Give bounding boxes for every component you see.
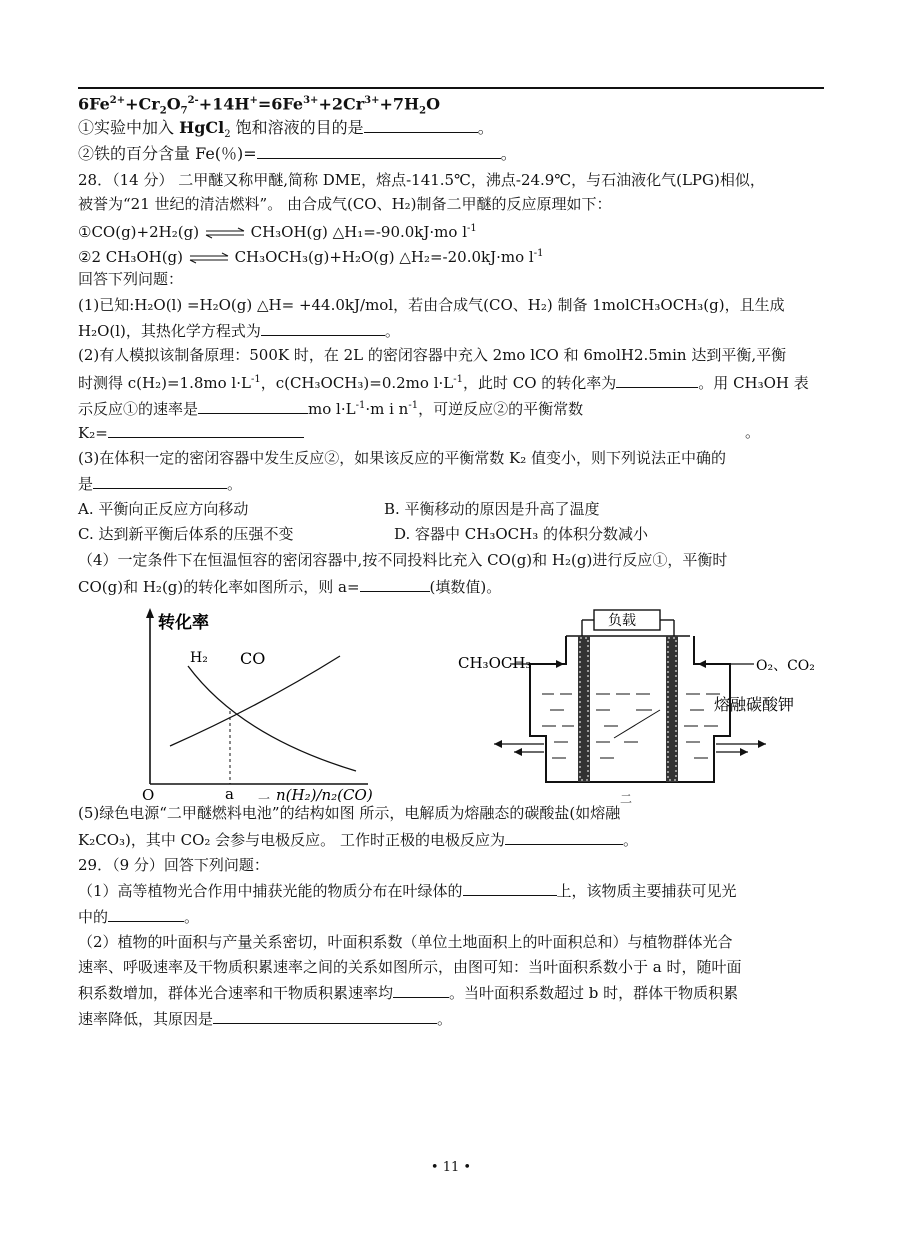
h2-label: H₂ xyxy=(190,650,208,666)
q29-p2-line3: 积系数增加，群体光合速率和干物质积累速率均 。当叶面积系数超过 b 时，群体干物质积累 xyxy=(78,984,739,1002)
page-number: • 11 • xyxy=(430,1160,472,1175)
option-d: D. 容器中 CH₃OCH₃ 的体积分数减小 xyxy=(394,525,649,543)
q28-intro-line1: 28．（14 分） 二甲醚又称甲醚,简称 DME，熔点-141.5℃，沸点-24.9℃，与石油液化气(LPG)相似， xyxy=(78,171,765,189)
answer-blank[interactable] xyxy=(108,423,304,438)
q28-intro-line2: 被誉为“21 世纪的清洁燃料”。 由合成气(CO、H₂)制备二甲醚的反应原理如下： xyxy=(78,195,612,213)
answer-blank[interactable] xyxy=(364,118,478,133)
option-c: C. 达到新平衡后体系的压强不变 xyxy=(78,525,294,543)
question-hgcl2: ①实验中加入 HgCl$_2$ 饱和溶液的目的是 。 xyxy=(78,118,494,141)
top-rule xyxy=(78,87,824,89)
chart-ylabel: 转化率 xyxy=(158,613,209,633)
reaction-2: ②2 CH₃OH(g) CH₃OCH₃(g)+H₂O(g) △H₂=-20.0kJ·mo $l^{-1}$ xyxy=(78,248,544,266)
answer-blank[interactable] xyxy=(213,1009,437,1024)
answer-blank[interactable] xyxy=(505,830,623,845)
q29-p2-line2: 速率、呼吸速率及干物质积累速率之间的关系如图所示，由图可知：当叶面积系数小于 a 时，随叶面 xyxy=(78,958,742,976)
electrolyte-label: 熔融碳酸钾 xyxy=(714,695,795,714)
answer-blank[interactable] xyxy=(261,321,385,336)
conversion-rate-chart xyxy=(130,606,430,802)
h2-curve xyxy=(188,666,356,771)
q29-title: 29．（9 分）回答下列问题： xyxy=(78,856,269,874)
q28-p2-line1: (2)有人模拟该制备原理：500K 时，在 2L 的密闭容器中充入 2mo lCO 和 6molH2.5min 达到平衡,平衡 xyxy=(78,346,787,364)
q28-p3-line2: 是 。 xyxy=(78,475,243,493)
q28-p5-line2: K₂CO₃)，其中 CO₂ 会参与电极反应。 工作时正极的电极反应为 。 xyxy=(78,831,638,849)
equilibrium-arrow-icon xyxy=(204,227,246,239)
q29-p1-line1: （1）高等植物光合作用中捕获光能的物质分布在叶绿体的 上，该物质主要捕获可见光 xyxy=(78,882,737,900)
left-inlet-label: CH₃OCH₃ xyxy=(458,654,532,672)
q28-p5-line1: (5)绿色电源“二甲醚燃料电池”的结构如图 所示，电解质为熔融态的碳酸盐(如熔融 xyxy=(78,804,621,822)
q28-p1-line2: H₂O(l)，其热化学方程式为 。 xyxy=(78,322,400,340)
figure1-caption: 一 xyxy=(258,792,271,806)
co-curve xyxy=(170,656,340,746)
answer-blank[interactable] xyxy=(393,983,449,998)
answer-intro: 回答下列问题： xyxy=(78,270,184,288)
label-pointer xyxy=(614,710,660,738)
chart-xlabel: n(H₂)/n₂(CO) xyxy=(276,786,373,802)
answer-blank[interactable] xyxy=(616,373,698,388)
q28-p2-line3: 示反应①的速率是 mo $l\cdot L^{-1}\cdot m$ i $n^{-1}$，可逆反应②的平衡常数 xyxy=(78,400,584,418)
figure2-caption: 二 xyxy=(620,792,633,806)
co-label: CO xyxy=(240,649,266,668)
outlet-arrow-icon xyxy=(514,748,522,756)
q28-p3-line1: (3)在体积一定的密闭容器中发生反应②，如果该反应的平衡常数 K₂ 值变小，则下列说法正中确的 xyxy=(78,449,727,467)
option-a: A. 平衡向正反应方向移动 xyxy=(78,500,249,518)
y-axis-arrow-icon xyxy=(146,608,154,618)
answer-blank[interactable] xyxy=(108,907,184,922)
q29-p2-line1: （2）植物的叶面积与产量关系密切，叶面积系数（单位土地面积上的叶面积总和）与植物群体光合 xyxy=(78,933,733,951)
question-iron-percent: ②铁的百分含量 Fe(％)= 。 xyxy=(78,144,517,163)
outlet-arrow-icon xyxy=(758,740,766,748)
q29-p2-line4: 速率降低，其原因是 。 xyxy=(78,1010,453,1028)
cell-container xyxy=(530,636,730,782)
q29-p1-line2: 中的 。 xyxy=(78,908,200,926)
a-label: a xyxy=(225,785,234,802)
q28-p4-line1: （4）一定条件下在恒温恒容的密闭容器中,按不同投料比充入 CO(g)和 H₂(g)进行反应①，平衡时 xyxy=(78,551,728,569)
option-b: B. 平衡移动的原因是升高了温度 xyxy=(384,500,600,518)
inlet-arrow-icon xyxy=(698,660,706,668)
inlet-arrow-icon xyxy=(556,660,564,668)
dichromate-equation: $6Fe^{2+}+Cr_2O_7^{2-}+14H^+=6Fe^{3+}+2Cr^{3+}+7H_2O$ xyxy=(78,94,441,117)
q28-p1-line1: (1)已知:H₂O(l) =H₂O(g) △H= +44.0kJ/mol，若由合成气(CO、H₂) 制备 1molCH₃OCH₃(g)，且生成 xyxy=(78,296,785,314)
outlet-arrow-icon xyxy=(494,740,502,748)
document-page xyxy=(78,0,824,1246)
origin-label: O xyxy=(142,786,155,802)
outlet-arrow-icon xyxy=(740,748,748,756)
fuel-cell-diagram xyxy=(454,606,824,802)
electrolyte-marks xyxy=(542,694,720,758)
answer-blank[interactable] xyxy=(463,881,557,896)
q28-p4-line2: CO(g)和 H₂(g)的转化率如图所示，则 a= (填数值)。 xyxy=(78,578,502,596)
q28-p2-k2: K₂= 。 xyxy=(78,423,760,442)
reaction-1: ①CO(g)+2H₂(g) CH₃OH(g) △H₁=-90.0kJ·mo $l^{-1}$ xyxy=(78,223,477,241)
answer-blank[interactable] xyxy=(257,144,501,159)
answer-blank[interactable] xyxy=(360,577,430,592)
load-label: 负载 xyxy=(608,613,636,629)
right-inlet-label: O₂、CO₂ xyxy=(756,658,815,674)
answer-blank[interactable] xyxy=(93,474,227,489)
q28-p2-line2: 时测得 c(H₂)=1.8mo $l\cdot L^{-1}$，c(CH₃OCH₃)=0.2mo $l\cdot L^{-1}$，此时 CO 的转化率为 。用 CH₃OH 表 xyxy=(78,374,809,392)
answer-blank[interactable] xyxy=(198,399,308,414)
equilibrium-arrow-icon xyxy=(188,252,230,264)
